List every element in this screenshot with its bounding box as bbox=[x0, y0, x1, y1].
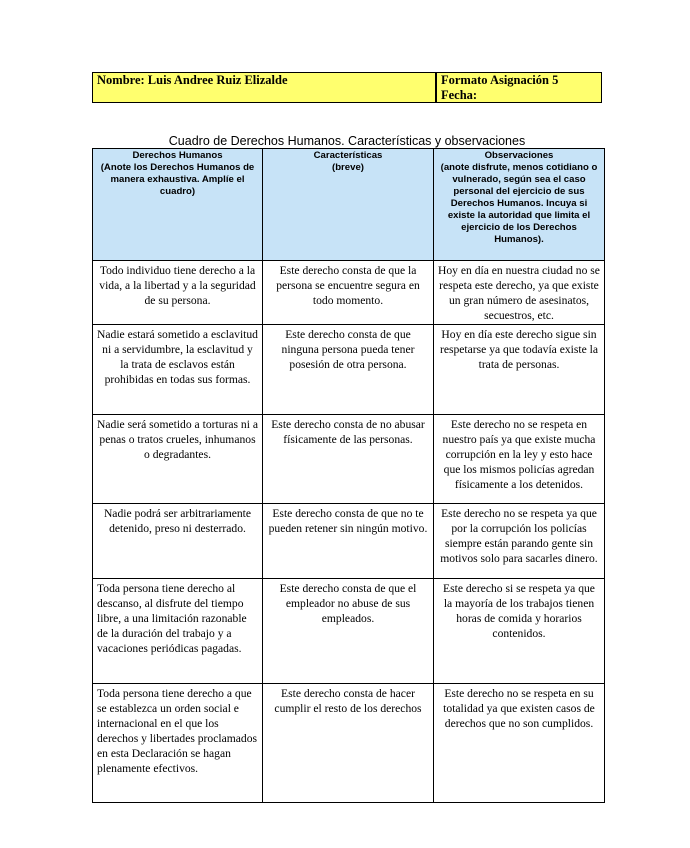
column-header-line: Observaciones bbox=[484, 150, 554, 161]
column-header-characteristics-text bbox=[267, 150, 429, 174]
document-title: Cuadro de Derechos Humanos. Características y observaciones bbox=[168, 134, 526, 148]
right-cell: Toda persona tiene derecho a que se establezca un orden social e internacional en el que los derechos y libertades proclamados en esta Declaración se hagan plenamente efectivos. bbox=[93, 684, 263, 803]
characteristic-cell: Este derecho consta de que el empleador no abuse de sus empleados. bbox=[263, 579, 434, 684]
characteristic-cell: Este derecho consta de que ninguna persona pueda tener posesión de otra persona. bbox=[263, 325, 434, 415]
table-header-row bbox=[93, 149, 605, 261]
characteristic-cell: Este derecho consta de que no te pueden retener sin ningún motivo. bbox=[263, 504, 434, 579]
observation-cell: Este derecho no se respeta ya que por la corrupción los policías siempre están parando gente sin motivos solo para sacarles dinero. bbox=[434, 504, 605, 579]
column-header-line: (Anote los Derechos Humanos de manera exhaustiva. Amplíe el cuadro) bbox=[100, 162, 255, 197]
table-row bbox=[93, 579, 605, 684]
table-row bbox=[93, 415, 605, 504]
table-row bbox=[93, 684, 605, 803]
table-body bbox=[93, 261, 605, 803]
column-header-rights-text bbox=[97, 150, 258, 198]
characteristic-cell: Este derecho consta de hacer cumplir el resto de los derechos bbox=[263, 684, 434, 803]
column-header-observations-text bbox=[438, 150, 600, 246]
right-cell: Nadie estará sometido a esclavitud ni a servidumbre, la esclavitud y la trata de esclavos están prohibidas en todas sus formas. bbox=[93, 325, 263, 415]
table-row bbox=[93, 504, 605, 579]
header-right bbox=[441, 73, 558, 103]
column-header-line: (breve) bbox=[332, 162, 364, 173]
column-header-rights bbox=[93, 149, 263, 261]
observation-cell: Este derecho si se respeta ya que la mayoría de los trabajos tienen horas de comida y horarios contenidos. bbox=[434, 579, 605, 684]
column-header-line: Características bbox=[313, 150, 383, 161]
observation-cell: Hoy en día este derecho sigue sin respetarse ya que todavía existe la trata de personas. bbox=[434, 325, 605, 415]
header-box bbox=[92, 72, 602, 103]
column-header-observations bbox=[434, 149, 605, 261]
right-cell: Nadie podrá ser arbitrariamente detenido, preso ni desterrado. bbox=[93, 504, 263, 579]
table-row bbox=[93, 261, 605, 325]
characteristic-cell: Este derecho consta de no abusar físicamente de las personas. bbox=[263, 415, 434, 504]
observation-cell: Hoy en día en nuestra ciudad no se respeta este derecho, ya que existe un gran número de asesinatos, secuestros, etc. bbox=[434, 261, 605, 325]
observation-cell: Este derecho no se respeta en su totalidad ya que existen casos de derechos que no son cumplidos. bbox=[434, 684, 605, 803]
header-divider bbox=[435, 73, 437, 102]
student-name: Nombre: Luis Andree Ruiz Elizalde bbox=[97, 73, 288, 87]
characteristic-cell: Este derecho consta de que la persona se encuentre segura en todo momento. bbox=[263, 261, 434, 325]
column-header-characteristics bbox=[263, 149, 434, 261]
right-cell: Nadie será sometido a torturas ni a penas o tratos crueles, inhumanos o degradantes. bbox=[93, 415, 263, 504]
date-label: Fecha: bbox=[441, 88, 478, 102]
observation-cell: Este derecho no se respeta en nuestro país ya que existe mucha corrupción en la ley y esto hace que los mismos policías agredan físicamente a los detenidos. bbox=[434, 415, 605, 504]
table-row bbox=[93, 325, 605, 415]
format-label: Formato Asignación 5 bbox=[441, 73, 559, 87]
right-cell: Todo individuo tiene derecho a la vida, a la libertad y a la seguridad de su persona. bbox=[93, 261, 263, 325]
right-cell: Toda persona tiene derecho al descanso, al disfrute del tiempo libre, a una limitación razonable de la duración del trabajo y a vacaciones periódicas pagadas. bbox=[93, 579, 263, 684]
column-header-line: Derechos Humanos bbox=[132, 150, 223, 161]
rights-table bbox=[92, 148, 605, 803]
column-header-line: (anote disfrute, menos cotidiano o vulnerado, según sea el caso personal del ejercicio de sus Derechos Humanos. Incuya si existe la autoridad que limita el ejercicio de los Derechos Humanos). bbox=[440, 162, 598, 245]
